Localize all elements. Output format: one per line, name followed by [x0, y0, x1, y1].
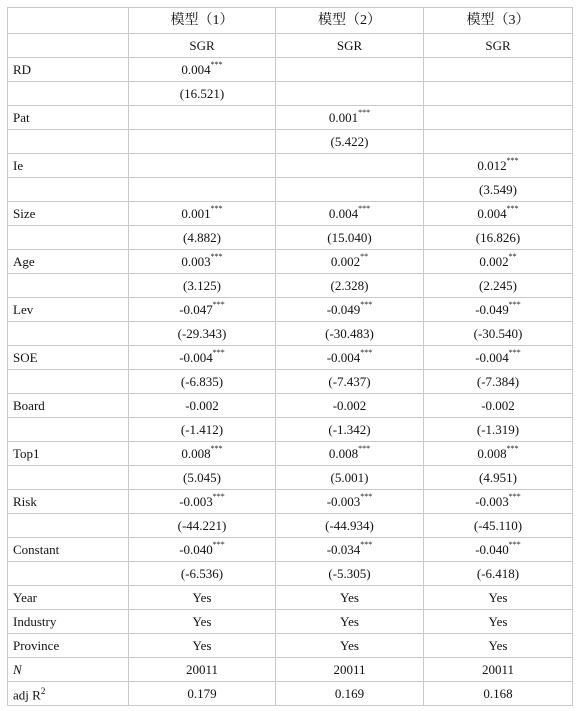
- footer-label-superscript: 2: [40, 686, 46, 697]
- variable-label: Pat: [8, 106, 129, 130]
- t-statistic-cell: (-1.319): [424, 418, 573, 442]
- t-statistic-cell: (-5.305): [276, 562, 424, 586]
- variable-label: Size: [8, 202, 129, 226]
- coefficient-cell: [276, 58, 424, 82]
- coefficient-value: 0.004: [477, 205, 507, 221]
- coefficient-value: 0.001: [181, 205, 211, 221]
- significance-stars: ***: [360, 348, 373, 358]
- coefficient-value: -0.002: [332, 397, 367, 413]
- t-statistic-cell: (5.422): [276, 130, 424, 154]
- t-statistic-cell: (-6.418): [424, 562, 573, 586]
- t-statistic-cell: [276, 82, 424, 106]
- significance-stars: ***: [212, 300, 225, 310]
- blank-label-cell: [8, 418, 129, 442]
- coefficient-cell: [276, 202, 424, 226]
- t-statistic-cell: [129, 178, 276, 202]
- t-statistic-cell: (5.001): [276, 466, 424, 490]
- model-1-header: 模型（1）: [129, 8, 276, 34]
- coefficient-value: -0.040: [475, 541, 509, 557]
- coefficient-value: -0.002: [185, 397, 219, 413]
- footer-label: [8, 634, 129, 658]
- coefficient-cell: [424, 394, 573, 418]
- coefficient-cell: [129, 298, 276, 322]
- variable-label: Board: [8, 394, 129, 418]
- coefficient-row: [8, 250, 573, 274]
- variable-label: Lev: [8, 298, 129, 322]
- t-statistic-cell: (-45.110): [424, 514, 573, 538]
- footer-value-cell: Yes: [276, 634, 424, 658]
- significance-stars: ***: [358, 444, 371, 454]
- coefficient-cell: [276, 106, 424, 130]
- significance-stars: ***: [210, 252, 223, 262]
- footer-value-cell: Yes: [129, 586, 276, 610]
- t-statistic-cell: (-44.934): [276, 514, 424, 538]
- t-statistic-cell: (-1.412): [129, 418, 276, 442]
- footer-value-cell: Yes: [129, 610, 276, 634]
- footer-row: [8, 586, 573, 610]
- coefficient-value: -0.003: [326, 493, 361, 509]
- t-statistic-cell: (-7.437): [276, 370, 424, 394]
- t-statistic-row: [8, 562, 573, 586]
- blank-label-cell: [8, 178, 129, 202]
- coefficient-value: -0.003: [475, 493, 509, 509]
- footer-label-text: Year: [13, 589, 37, 605]
- coefficient-cell: [276, 442, 424, 466]
- significance-stars: ***: [360, 540, 373, 550]
- coefficient-cell: [276, 154, 424, 178]
- footer-row: [8, 634, 573, 658]
- coefficient-value: 0.004: [181, 61, 211, 77]
- coefficient-value: -0.034: [326, 541, 361, 557]
- header-blank-cell: [8, 8, 129, 34]
- footer-value-cell: Yes: [424, 634, 573, 658]
- blank-label-cell: [8, 226, 129, 250]
- t-statistic-cell: (-29.343): [129, 322, 276, 346]
- footer-label: [8, 586, 129, 610]
- coefficient-value: -0.003: [179, 493, 213, 509]
- coefficient-cell: [276, 538, 424, 562]
- coefficient-row: [8, 106, 573, 130]
- coefficient-value: 0.012: [477, 157, 507, 173]
- t-statistic-cell: (4.882): [129, 226, 276, 250]
- variable-label: Constant: [8, 538, 129, 562]
- footer-label-text: Industry: [13, 613, 57, 629]
- coefficient-cell: [129, 490, 276, 514]
- coefficient-cell: [424, 442, 573, 466]
- footer-value-cell: Yes: [129, 634, 276, 658]
- blank-label-cell: [8, 274, 129, 298]
- significance-stars: ***: [212, 540, 225, 550]
- variable-label: SOE: [8, 346, 129, 370]
- model-2-header: 模型（2）: [276, 8, 424, 34]
- t-statistic-row: [8, 466, 573, 490]
- blank-label-cell: [8, 322, 129, 346]
- blank-label-cell: [8, 466, 129, 490]
- t-statistic-cell: [276, 178, 424, 202]
- significance-stars: ***: [212, 348, 225, 358]
- coefficient-value: 0.004: [328, 205, 359, 221]
- coefficient-cell: [276, 490, 424, 514]
- coefficient-value: 0.001: [328, 109, 359, 125]
- footer-label: [8, 658, 129, 682]
- t-statistic-cell: [424, 82, 573, 106]
- coefficient-value: -0.002: [481, 397, 515, 413]
- significance-stars: ***: [210, 444, 223, 454]
- coefficient-value: 0.003: [181, 253, 211, 269]
- significance-stars: **: [508, 252, 517, 262]
- significance-stars: ***: [358, 204, 371, 214]
- footer-label: [8, 610, 129, 634]
- t-statistic-cell: [129, 130, 276, 154]
- footer-value-cell: 0.169: [276, 682, 424, 706]
- t-statistic-cell: (-7.384): [424, 370, 573, 394]
- variable-label: Top1: [8, 442, 129, 466]
- footer-label-text: adj R: [13, 687, 41, 703]
- coefficient-value: 0.002: [479, 253, 509, 269]
- coefficient-cell: [129, 442, 276, 466]
- coefficient-row: [8, 154, 573, 178]
- t-statistic-cell: (16.826): [424, 226, 573, 250]
- t-statistic-cell: (16.521): [129, 82, 276, 106]
- dep-var-2: SGR: [276, 34, 424, 58]
- significance-stars: ***: [360, 300, 373, 310]
- significance-stars: ***: [506, 444, 519, 454]
- footer-row: [8, 658, 573, 682]
- regression-table: [7, 7, 573, 706]
- coefficient-cell: [276, 250, 424, 274]
- variable-label: Risk: [8, 490, 129, 514]
- t-statistic-cell: (15.040): [276, 226, 424, 250]
- t-statistic-row: [8, 130, 573, 154]
- t-statistic-cell: (2.245): [424, 274, 573, 298]
- coefficient-value: 0.008: [477, 445, 507, 461]
- coefficient-cell: [129, 394, 276, 418]
- t-statistic-cell: (5.045): [129, 466, 276, 490]
- variable-label: Ie: [8, 154, 129, 178]
- coefficient-cell: [424, 298, 573, 322]
- coefficient-cell: [129, 106, 276, 130]
- significance-stars: ***: [360, 492, 373, 502]
- coefficient-row: [8, 58, 573, 82]
- coefficient-row: [8, 538, 573, 562]
- significance-stars: ***: [212, 492, 225, 502]
- t-statistic-row: [8, 274, 573, 298]
- coefficient-cell: [424, 250, 573, 274]
- significance-stars: ***: [506, 204, 519, 214]
- blank-label-cell: [8, 562, 129, 586]
- footer-value-cell: Yes: [276, 610, 424, 634]
- footer-value-cell: 20011: [276, 658, 424, 682]
- significance-stars: ***: [358, 108, 371, 118]
- coefficient-cell: [276, 394, 424, 418]
- blank-label-cell: [8, 130, 129, 154]
- t-statistic-row: [8, 418, 573, 442]
- footer-label: [8, 682, 129, 706]
- coefficient-cell: [424, 106, 573, 130]
- coefficient-value: -0.049: [326, 301, 361, 317]
- significance-stars: ***: [508, 300, 521, 310]
- coefficient-cell: [424, 346, 573, 370]
- coefficient-value: 0.008: [328, 445, 359, 461]
- coefficient-row: [8, 346, 573, 370]
- t-statistic-cell: (3.549): [424, 178, 573, 202]
- significance-stars: ***: [210, 60, 223, 70]
- t-statistic-row: [8, 514, 573, 538]
- variable-label: RD: [8, 58, 129, 82]
- model-3-header: 模型（3）: [424, 8, 573, 34]
- footer-value-cell: Yes: [276, 586, 424, 610]
- dep-var-3: SGR: [424, 34, 573, 58]
- coefficient-cell: [424, 202, 573, 226]
- significance-stars: ***: [508, 492, 521, 502]
- t-statistic-row: [8, 370, 573, 394]
- significance-stars: ***: [508, 540, 521, 550]
- significance-stars: ***: [210, 204, 223, 214]
- t-statistic-cell: (-44.221): [129, 514, 276, 538]
- coefficient-cell: [276, 346, 424, 370]
- t-statistic-row: [8, 322, 573, 346]
- t-statistic-row: [8, 82, 573, 106]
- coefficient-cell: [424, 490, 573, 514]
- significance-stars: ***: [508, 348, 521, 358]
- footer-row: [8, 610, 573, 634]
- t-statistic-cell: (-6.835): [129, 370, 276, 394]
- footer-row: [8, 682, 573, 706]
- footer-label-text: N: [13, 661, 22, 677]
- t-statistic-cell: (2.328): [276, 274, 424, 298]
- footer-value-cell: Yes: [424, 586, 573, 610]
- blank-label-cell: [8, 82, 129, 106]
- coefficient-cell: [424, 538, 573, 562]
- coefficient-value: 0.008: [181, 445, 211, 461]
- coefficient-value: -0.047: [179, 301, 213, 317]
- coefficient-value: -0.004: [179, 349, 213, 365]
- header-blank-cell: [8, 34, 129, 58]
- coefficient-cell: [424, 154, 573, 178]
- t-statistic-cell: (4.951): [424, 466, 573, 490]
- coefficient-row: [8, 298, 573, 322]
- coefficient-cell: [129, 538, 276, 562]
- blank-label-cell: [8, 514, 129, 538]
- coefficient-value: 0.002: [330, 253, 361, 269]
- blank-label-cell: [8, 370, 129, 394]
- dep-var-1: SGR: [129, 34, 276, 58]
- t-statistic-cell: (-1.342): [276, 418, 424, 442]
- t-statistic-cell: (3.125): [129, 274, 276, 298]
- coefficient-cell: [129, 250, 276, 274]
- significance-stars: **: [360, 252, 369, 262]
- footer-value-cell: 0.168: [424, 682, 573, 706]
- regression-table-body: [8, 8, 573, 706]
- coefficient-cell: [129, 202, 276, 226]
- header-row-models: [8, 8, 573, 34]
- coefficient-value: -0.040: [179, 541, 213, 557]
- t-statistic-cell: (-30.483): [276, 322, 424, 346]
- coefficient-cell: [129, 58, 276, 82]
- t-statistic-cell: (-6.536): [129, 562, 276, 586]
- coefficient-value: -0.004: [475, 349, 509, 365]
- footer-label-text: Province: [13, 637, 60, 653]
- footer-value-cell: 20011: [129, 658, 276, 682]
- footer-value-cell: 20011: [424, 658, 573, 682]
- footer-value-cell: Yes: [424, 610, 573, 634]
- t-statistic-cell: (-30.540): [424, 322, 573, 346]
- coefficient-value: -0.049: [475, 301, 509, 317]
- coefficient-cell: [129, 154, 276, 178]
- coefficient-row: [8, 490, 573, 514]
- significance-stars: ***: [506, 156, 519, 166]
- coefficient-cell: [129, 346, 276, 370]
- header-row-dependent-variable: [8, 34, 573, 58]
- coefficient-row: [8, 442, 573, 466]
- t-statistic-cell: [424, 130, 573, 154]
- variable-label: Age: [8, 250, 129, 274]
- coefficient-cell: [424, 58, 573, 82]
- coefficient-row: [8, 202, 573, 226]
- t-statistic-row: [8, 226, 573, 250]
- footer-value-cell: 0.179: [129, 682, 276, 706]
- coefficient-row: [8, 394, 573, 418]
- coefficient-cell: [276, 298, 424, 322]
- t-statistic-row: [8, 178, 573, 202]
- coefficient-value: -0.004: [326, 349, 361, 365]
